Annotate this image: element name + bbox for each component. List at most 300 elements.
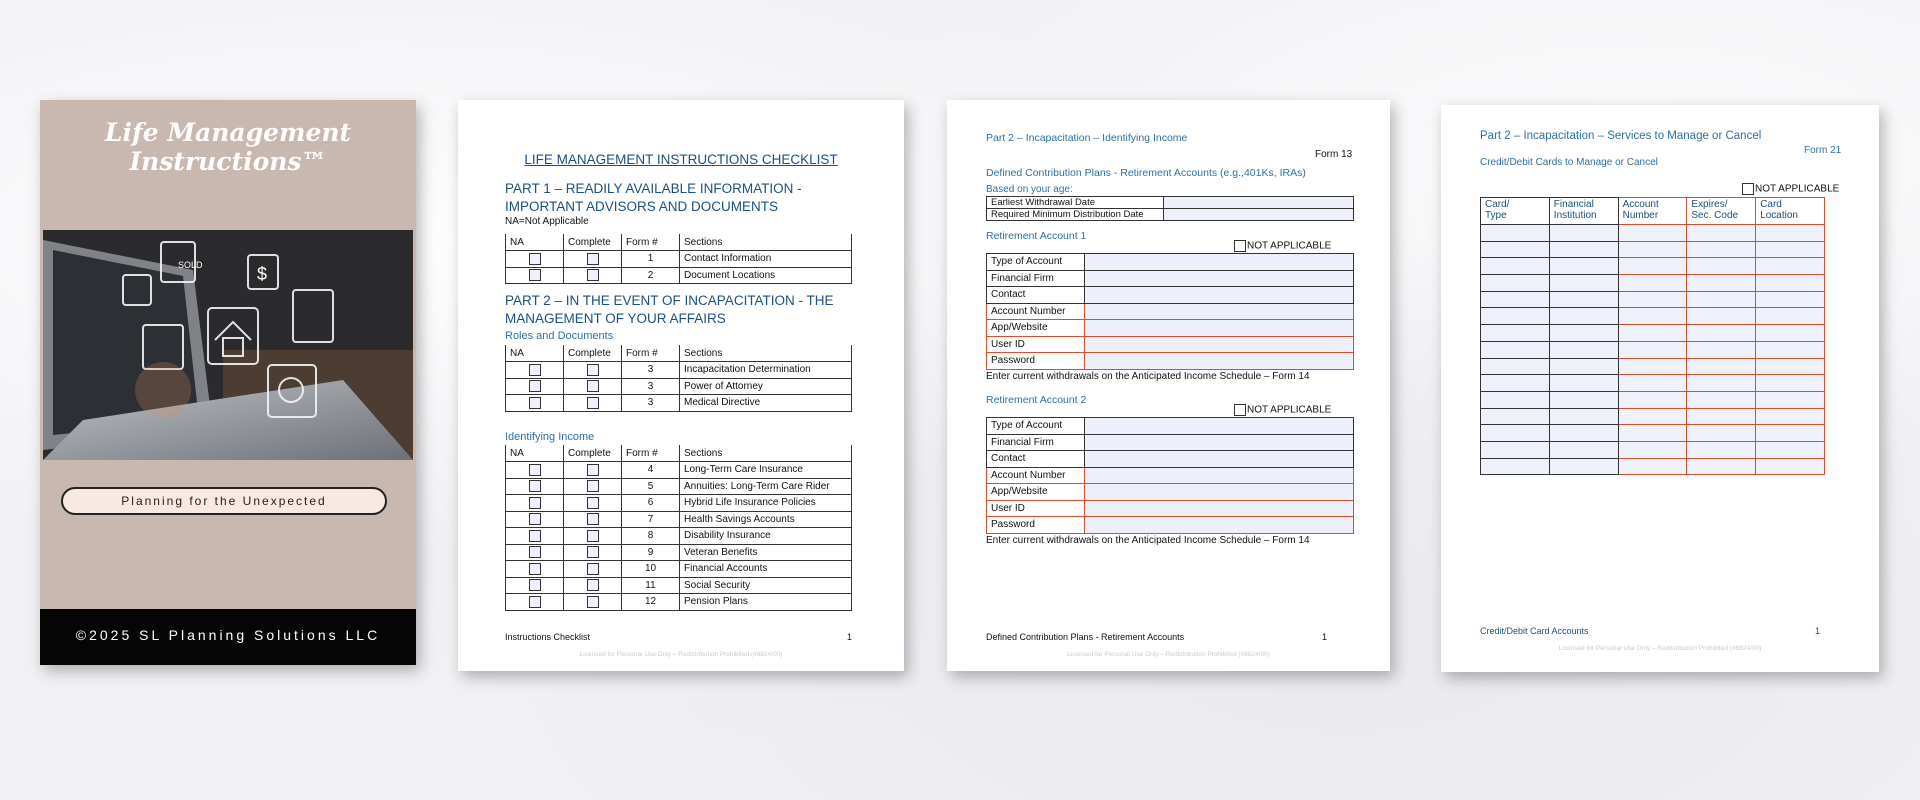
table-row <box>1481 358 1825 375</box>
table-row <box>1481 325 1825 342</box>
account-credential-row <box>987 336 1354 353</box>
table-row <box>1481 441 1825 458</box>
complete-cell <box>564 478 622 495</box>
complete-checkbox[interactable] <box>587 397 599 409</box>
card-cell[interactable] <box>1687 241 1756 258</box>
card-cell[interactable] <box>1481 275 1550 292</box>
column-header: NA <box>506 345 564 362</box>
card-cell[interactable] <box>1549 291 1618 308</box>
section-name: Financial Accounts <box>680 561 852 578</box>
card-cell[interactable] <box>1687 408 1756 425</box>
table-row <box>506 362 852 379</box>
table-row <box>506 378 852 395</box>
card-cell[interactable] <box>1549 325 1618 342</box>
field-label: Contact <box>987 287 1085 304</box>
card-cell[interactable] <box>1549 225 1618 242</box>
card-cell[interactable] <box>1481 408 1550 425</box>
column-header <box>1618 198 1687 225</box>
field-input[interactable] <box>1085 353 1354 370</box>
checkbox[interactable] <box>1234 240 1246 252</box>
table-row <box>506 594 852 611</box>
table-row <box>1481 341 1825 358</box>
account1-table <box>986 253 1354 370</box>
account-credential-row <box>987 303 1354 320</box>
not-applicable-label: NOT APPLICABLE <box>1247 240 1332 252</box>
form-number: 11 <box>622 577 680 594</box>
column-header <box>1756 198 1825 225</box>
card-cell[interactable] <box>1618 325 1687 342</box>
table-header-row <box>1481 198 1825 225</box>
section-name: Health Savings Accounts <box>680 511 852 528</box>
table-row <box>506 561 852 578</box>
complete-cell <box>564 594 622 611</box>
column-header: NA <box>506 234 564 251</box>
age-row <box>987 197 1354 209</box>
na-checkbox[interactable] <box>529 464 541 476</box>
table-row <box>506 544 852 561</box>
column-header-line1: Account <box>1622 199 1659 210</box>
na-checkbox[interactable] <box>529 530 541 542</box>
complete-cell <box>564 462 622 479</box>
card-cell[interactable] <box>1687 325 1756 342</box>
field-label: Account Number <box>987 303 1085 320</box>
field-input[interactable] <box>1085 434 1354 451</box>
retirement-form-number: Form 13 <box>1315 149 1353 160</box>
section-name: Social Security <box>680 577 852 594</box>
card-cell[interactable] <box>1481 425 1550 442</box>
based-on-age-label: Based on your age: <box>986 184 1073 195</box>
card-cell[interactable] <box>1687 358 1756 375</box>
card-cell[interactable] <box>1687 291 1756 308</box>
card-cell[interactable] <box>1481 341 1550 358</box>
card-cell[interactable] <box>1687 425 1756 442</box>
card-cell[interactable] <box>1481 375 1550 392</box>
section-name: Long-Term Care Insurance <box>680 462 852 479</box>
checkbox[interactable] <box>1234 404 1246 416</box>
age-row-label: Earliest Withdrawal Date <box>987 197 1164 209</box>
section-name: Document Locations <box>680 267 852 284</box>
cover-laptop-image <box>43 230 413 460</box>
complete-cell <box>564 544 622 561</box>
column-header: Form # <box>622 234 680 251</box>
complete-cell <box>564 378 622 395</box>
card-cell[interactable] <box>1687 308 1756 325</box>
form-number: 1 <box>622 251 680 268</box>
complete-checkbox[interactable] <box>587 269 599 281</box>
complete-checkbox[interactable] <box>587 253 599 265</box>
complete-cell <box>564 251 622 268</box>
field-input[interactable] <box>1085 336 1354 353</box>
na-cell <box>506 561 564 578</box>
card-cell[interactable] <box>1481 391 1550 408</box>
section-name: Medical Directive <box>680 395 852 412</box>
column-header-line2: Type <box>1485 210 1507 221</box>
card-cell[interactable] <box>1756 458 1825 475</box>
account-row <box>987 418 1354 435</box>
account2-na[interactable] <box>1234 404 1331 416</box>
card-cell[interactable] <box>1618 458 1687 475</box>
retirement-page-number: 1 <box>1322 632 1328 642</box>
field-label: Type of Account <box>987 254 1085 271</box>
retirement-accounts-page <box>947 100 1390 671</box>
retirement-section-title: Defined Contribution Plans - Retirement Accounts (e.g.,401Ks, IRAs) <box>986 167 1306 179</box>
card-cell[interactable] <box>1549 458 1618 475</box>
field-label: Password <box>987 353 1085 370</box>
table-row <box>506 528 852 545</box>
card-cell[interactable] <box>1481 308 1550 325</box>
age-row-label: Required Minimum Distribution Date <box>987 209 1164 221</box>
account-row <box>987 434 1354 451</box>
column-header-line1: Expires/ <box>1691 199 1728 210</box>
cover-title-line2: Instructions™ <box>129 147 327 176</box>
card-cell[interactable] <box>1687 391 1756 408</box>
section-name: Annuities: Long-Term Care Rider <box>680 478 852 495</box>
complete-checkbox[interactable] <box>587 380 599 392</box>
section-name: Power of Attorney <box>680 378 852 395</box>
na-cell <box>506 267 564 284</box>
card-cell[interactable] <box>1549 241 1618 258</box>
account1-na[interactable] <box>1234 240 1331 252</box>
field-label: User ID <box>987 336 1085 353</box>
na-checkbox[interactable] <box>529 397 541 409</box>
complete-cell <box>564 362 622 379</box>
complete-checkbox[interactable] <box>587 579 599 591</box>
account2-table <box>986 417 1354 534</box>
na-checkbox[interactable] <box>529 546 541 558</box>
card-cell[interactable] <box>1481 458 1550 475</box>
table-row <box>1481 375 1825 392</box>
roles-table <box>505 345 852 412</box>
card-cell[interactable] <box>1618 258 1687 275</box>
card-cell[interactable] <box>1756 425 1825 442</box>
na-cell <box>506 462 564 479</box>
checklist-license: Licensed for Personal Use Only – Redistribution Prohibited (#8824/00) <box>579 651 783 658</box>
column-header: Complete <box>564 345 622 362</box>
roles-heading: Roles and Documents <box>505 330 614 342</box>
column-header-line2: Number <box>1622 210 1659 221</box>
na-checkbox[interactable] <box>529 563 541 575</box>
cards-page-header: Part 2 – Incapacitation – Services to Manage or Cancel <box>1480 130 1762 142</box>
income-table <box>505 445 852 611</box>
field-input[interactable] <box>1085 451 1354 468</box>
card-cell[interactable] <box>1549 441 1618 458</box>
table-row <box>1481 275 1825 292</box>
field-input[interactable] <box>1085 467 1354 484</box>
table-row <box>1481 225 1825 242</box>
svg-text:SOLD: SOLD <box>178 260 203 270</box>
retirement-license: Licensed for Personal Use Only – Redistribution Prohibited (#8824/00) <box>1067 651 1270 658</box>
card-cell[interactable] <box>1687 258 1756 275</box>
table-row <box>1481 308 1825 325</box>
field-input[interactable] <box>1085 254 1354 271</box>
form-number: 4 <box>622 462 680 479</box>
table-row <box>506 577 852 594</box>
card-cell[interactable] <box>1756 275 1825 292</box>
retirement-footer-label: Defined Contribution Plans - Retirement Accounts <box>986 632 1185 642</box>
part1-table <box>505 234 852 284</box>
card-cell[interactable] <box>1756 408 1825 425</box>
na-cell <box>506 528 564 545</box>
form-number: 2 <box>622 267 680 284</box>
table-row <box>506 478 852 495</box>
na-cell <box>506 378 564 395</box>
card-cell[interactable] <box>1756 375 1825 392</box>
card-cell[interactable] <box>1481 258 1550 275</box>
column-header: Complete <box>564 445 622 462</box>
complete-checkbox[interactable] <box>587 364 599 376</box>
section-name: Contact Information <box>680 251 852 268</box>
field-label: Account Number <box>987 467 1085 484</box>
card-cell[interactable] <box>1618 391 1687 408</box>
retirement-page-header: Part 2 – Incapacitation – Identifying Income <box>986 132 1188 144</box>
section-name: Hybrid Life Insurance Policies <box>680 495 852 512</box>
account-credential-row <box>987 320 1354 337</box>
svg-text:$: $ <box>257 264 268 284</box>
complete-cell <box>564 561 622 578</box>
part1-heading: PART 1 – READILY AVAILABLE INFORMATION - IMPORTANT ADVISORS AND DOCUMENTS <box>505 181 802 214</box>
field-input[interactable] <box>1085 500 1354 517</box>
card-cell[interactable] <box>1549 308 1618 325</box>
form-number: 3 <box>622 378 680 395</box>
card-cell[interactable] <box>1481 291 1550 308</box>
column-header-line2: Institution <box>1553 210 1597 221</box>
age-dates-table <box>986 196 1354 221</box>
field-label: App/Website <box>987 484 1085 501</box>
card-cell[interactable] <box>1618 425 1687 442</box>
na-checkbox[interactable] <box>529 497 541 509</box>
form-number: 8 <box>622 528 680 545</box>
card-cell[interactable] <box>1756 391 1825 408</box>
column-header-line1: Financial <box>1553 199 1594 210</box>
account-credential-row <box>987 517 1354 534</box>
complete-checkbox[interactable] <box>587 546 599 558</box>
cards-footer-label: Credit/Debit Card Accounts <box>1480 626 1589 636</box>
card-cell[interactable] <box>1618 275 1687 292</box>
cards-subtitle: Credit/Debit Cards to Manage or Cancel <box>1480 157 1658 168</box>
complete-cell <box>564 577 622 594</box>
na-cell <box>506 511 564 528</box>
card-cell[interactable] <box>1618 358 1687 375</box>
complete-cell <box>564 395 622 412</box>
checklist-page-number: 1 <box>847 632 853 642</box>
na-cell <box>506 251 564 268</box>
field-input[interactable] <box>1085 418 1354 435</box>
table-row <box>1481 408 1825 425</box>
table-row <box>506 495 852 512</box>
complete-cell <box>564 511 622 528</box>
card-cell[interactable] <box>1756 258 1825 275</box>
card-cell[interactable] <box>1618 308 1687 325</box>
table-row <box>506 462 852 479</box>
complete-checkbox[interactable] <box>587 530 599 542</box>
cards-na[interactable] <box>1742 183 1839 195</box>
field-input[interactable] <box>1085 303 1354 320</box>
cards-table <box>1480 197 1825 475</box>
table-row <box>1481 425 1825 442</box>
form-number: 3 <box>622 395 680 412</box>
account-credential-row <box>987 353 1354 370</box>
table-header-row <box>506 345 852 362</box>
account2-heading: Retirement Account 2 <box>986 394 1087 406</box>
card-cell[interactable] <box>1756 241 1825 258</box>
column-header <box>1687 198 1756 225</box>
account-credential-row <box>987 500 1354 517</box>
complete-cell <box>564 528 622 545</box>
card-cell[interactable] <box>1481 241 1550 258</box>
age-row <box>987 209 1354 221</box>
card-cell[interactable] <box>1756 341 1825 358</box>
form-number: 3 <box>622 362 680 379</box>
cover-copyright: ©2025 SL Planning Solutions LLC <box>40 609 416 665</box>
card-cell[interactable] <box>1481 358 1550 375</box>
card-cell[interactable] <box>1687 275 1756 292</box>
complete-cell <box>564 267 622 284</box>
card-cell[interactable] <box>1618 241 1687 258</box>
account-row <box>987 287 1354 304</box>
card-cell[interactable] <box>1618 375 1687 392</box>
cards-page-number: 1 <box>1815 626 1821 636</box>
card-cell[interactable] <box>1756 441 1825 458</box>
card-cell[interactable] <box>1756 325 1825 342</box>
na-note: NA=Not Applicable <box>505 216 589 227</box>
form-number: 5 <box>622 478 680 495</box>
account-row <box>987 270 1354 287</box>
column-header: Complete <box>564 234 622 251</box>
card-cell[interactable] <box>1549 375 1618 392</box>
card-cell[interactable] <box>1549 425 1618 442</box>
checklist-page <box>458 100 904 671</box>
card-cell[interactable] <box>1481 225 1550 242</box>
card-cell[interactable] <box>1618 341 1687 358</box>
checklist-title: LIFE MANAGEMENT INSTRUCTIONS CHECKLIST <box>524 152 838 167</box>
field-input[interactable] <box>1085 484 1354 501</box>
column-header <box>1481 198 1550 225</box>
card-cell[interactable] <box>1549 408 1618 425</box>
complete-checkbox[interactable] <box>587 563 599 575</box>
field-input[interactable] <box>1085 287 1354 304</box>
column-header: Form # <box>622 345 680 362</box>
earliest-withdrawal-field[interactable] <box>1164 197 1354 209</box>
na-cell <box>506 362 564 379</box>
na-checkbox[interactable] <box>529 269 541 281</box>
not-applicable-label: NOT APPLICABLE <box>1247 404 1332 416</box>
rmd-date-field[interactable] <box>1164 209 1354 221</box>
checklist-footer-label: Instructions Checklist <box>505 632 591 642</box>
table-row <box>1481 458 1825 475</box>
card-cell[interactable] <box>1687 341 1756 358</box>
card-cell[interactable] <box>1549 358 1618 375</box>
section-name: Disability Insurance <box>680 528 852 545</box>
table-row <box>506 395 852 412</box>
complete-checkbox[interactable] <box>587 464 599 476</box>
account-row <box>987 254 1354 271</box>
na-cell <box>506 544 564 561</box>
card-cell[interactable] <box>1549 275 1618 292</box>
card-cell[interactable] <box>1481 325 1550 342</box>
na-checkbox[interactable] <box>529 596 541 608</box>
complete-checkbox[interactable] <box>587 513 599 525</box>
card-cell[interactable] <box>1687 458 1756 475</box>
card-cell[interactable] <box>1618 225 1687 242</box>
card-cell[interactable] <box>1756 225 1825 242</box>
column-header: Sections <box>680 345 852 362</box>
card-cell[interactable] <box>1618 408 1687 425</box>
table-row <box>1481 258 1825 275</box>
card-cell[interactable] <box>1687 375 1756 392</box>
complete-checkbox[interactable] <box>587 596 599 608</box>
card-cell[interactable] <box>1549 391 1618 408</box>
card-cell[interactable] <box>1618 291 1687 308</box>
na-checkbox[interactable] <box>529 513 541 525</box>
checkbox[interactable] <box>1742 183 1754 195</box>
cover-title <box>40 118 416 176</box>
na-checkbox[interactable] <box>529 480 541 492</box>
card-cell[interactable] <box>1687 441 1756 458</box>
card-cell[interactable] <box>1481 441 1550 458</box>
column-header-line1: Card/ <box>1485 199 1510 210</box>
field-input[interactable] <box>1085 320 1354 337</box>
field-label: Financial Firm <box>987 270 1085 287</box>
field-input[interactable] <box>1085 517 1354 534</box>
field-label: Financial Firm <box>987 434 1085 451</box>
na-checkbox[interactable] <box>529 253 541 265</box>
section-name: Pension Plans <box>680 594 852 611</box>
column-header <box>1549 198 1618 225</box>
na-cell <box>506 395 564 412</box>
na-checkbox[interactable] <box>529 579 541 591</box>
card-cell[interactable] <box>1549 341 1618 358</box>
column-header: Sections <box>680 445 852 462</box>
na-checkbox[interactable] <box>529 364 541 376</box>
table-row <box>506 267 852 284</box>
cards-license: Licensed for Personal Use Only – Redistribution Prohibited (#8824/00) <box>1558 645 1762 652</box>
card-cell[interactable] <box>1618 441 1687 458</box>
card-cell[interactable] <box>1756 358 1825 375</box>
field-input[interactable] <box>1085 270 1354 287</box>
form-number: 12 <box>622 594 680 611</box>
column-header-line2: Sec. Code <box>1691 210 1739 221</box>
na-checkbox[interactable] <box>529 380 541 392</box>
section-name: Incapacitation Determination <box>680 362 852 379</box>
na-cell <box>506 478 564 495</box>
account2-note: Enter current withdrawals on the Anticipated Income Schedule – Form 14 <box>986 535 1310 546</box>
na-cell <box>506 577 564 594</box>
card-cell[interactable] <box>1549 258 1618 275</box>
form-number: 6 <box>622 495 680 512</box>
table-header-row <box>506 234 852 251</box>
table-row <box>1481 291 1825 308</box>
card-cell[interactable] <box>1687 225 1756 242</box>
field-label: Password <box>987 517 1085 534</box>
card-cell[interactable] <box>1756 308 1825 325</box>
form-number: 7 <box>622 511 680 528</box>
table-header-row <box>506 445 852 462</box>
column-header-line1: Card <box>1760 199 1782 210</box>
field-label: User ID <box>987 500 1085 517</box>
na-cell <box>506 495 564 512</box>
account1-heading: Retirement Account 1 <box>986 230 1087 242</box>
field-label: Contact <box>987 451 1085 468</box>
card-cell[interactable] <box>1756 291 1825 308</box>
column-header: NA <box>506 445 564 462</box>
table-row <box>506 251 852 268</box>
table-row <box>1481 391 1825 408</box>
credit-cards-page <box>1441 105 1879 672</box>
table-row <box>506 511 852 528</box>
complete-checkbox[interactable] <box>587 497 599 509</box>
complete-checkbox[interactable] <box>587 480 599 492</box>
column-header: Sections <box>680 234 852 251</box>
